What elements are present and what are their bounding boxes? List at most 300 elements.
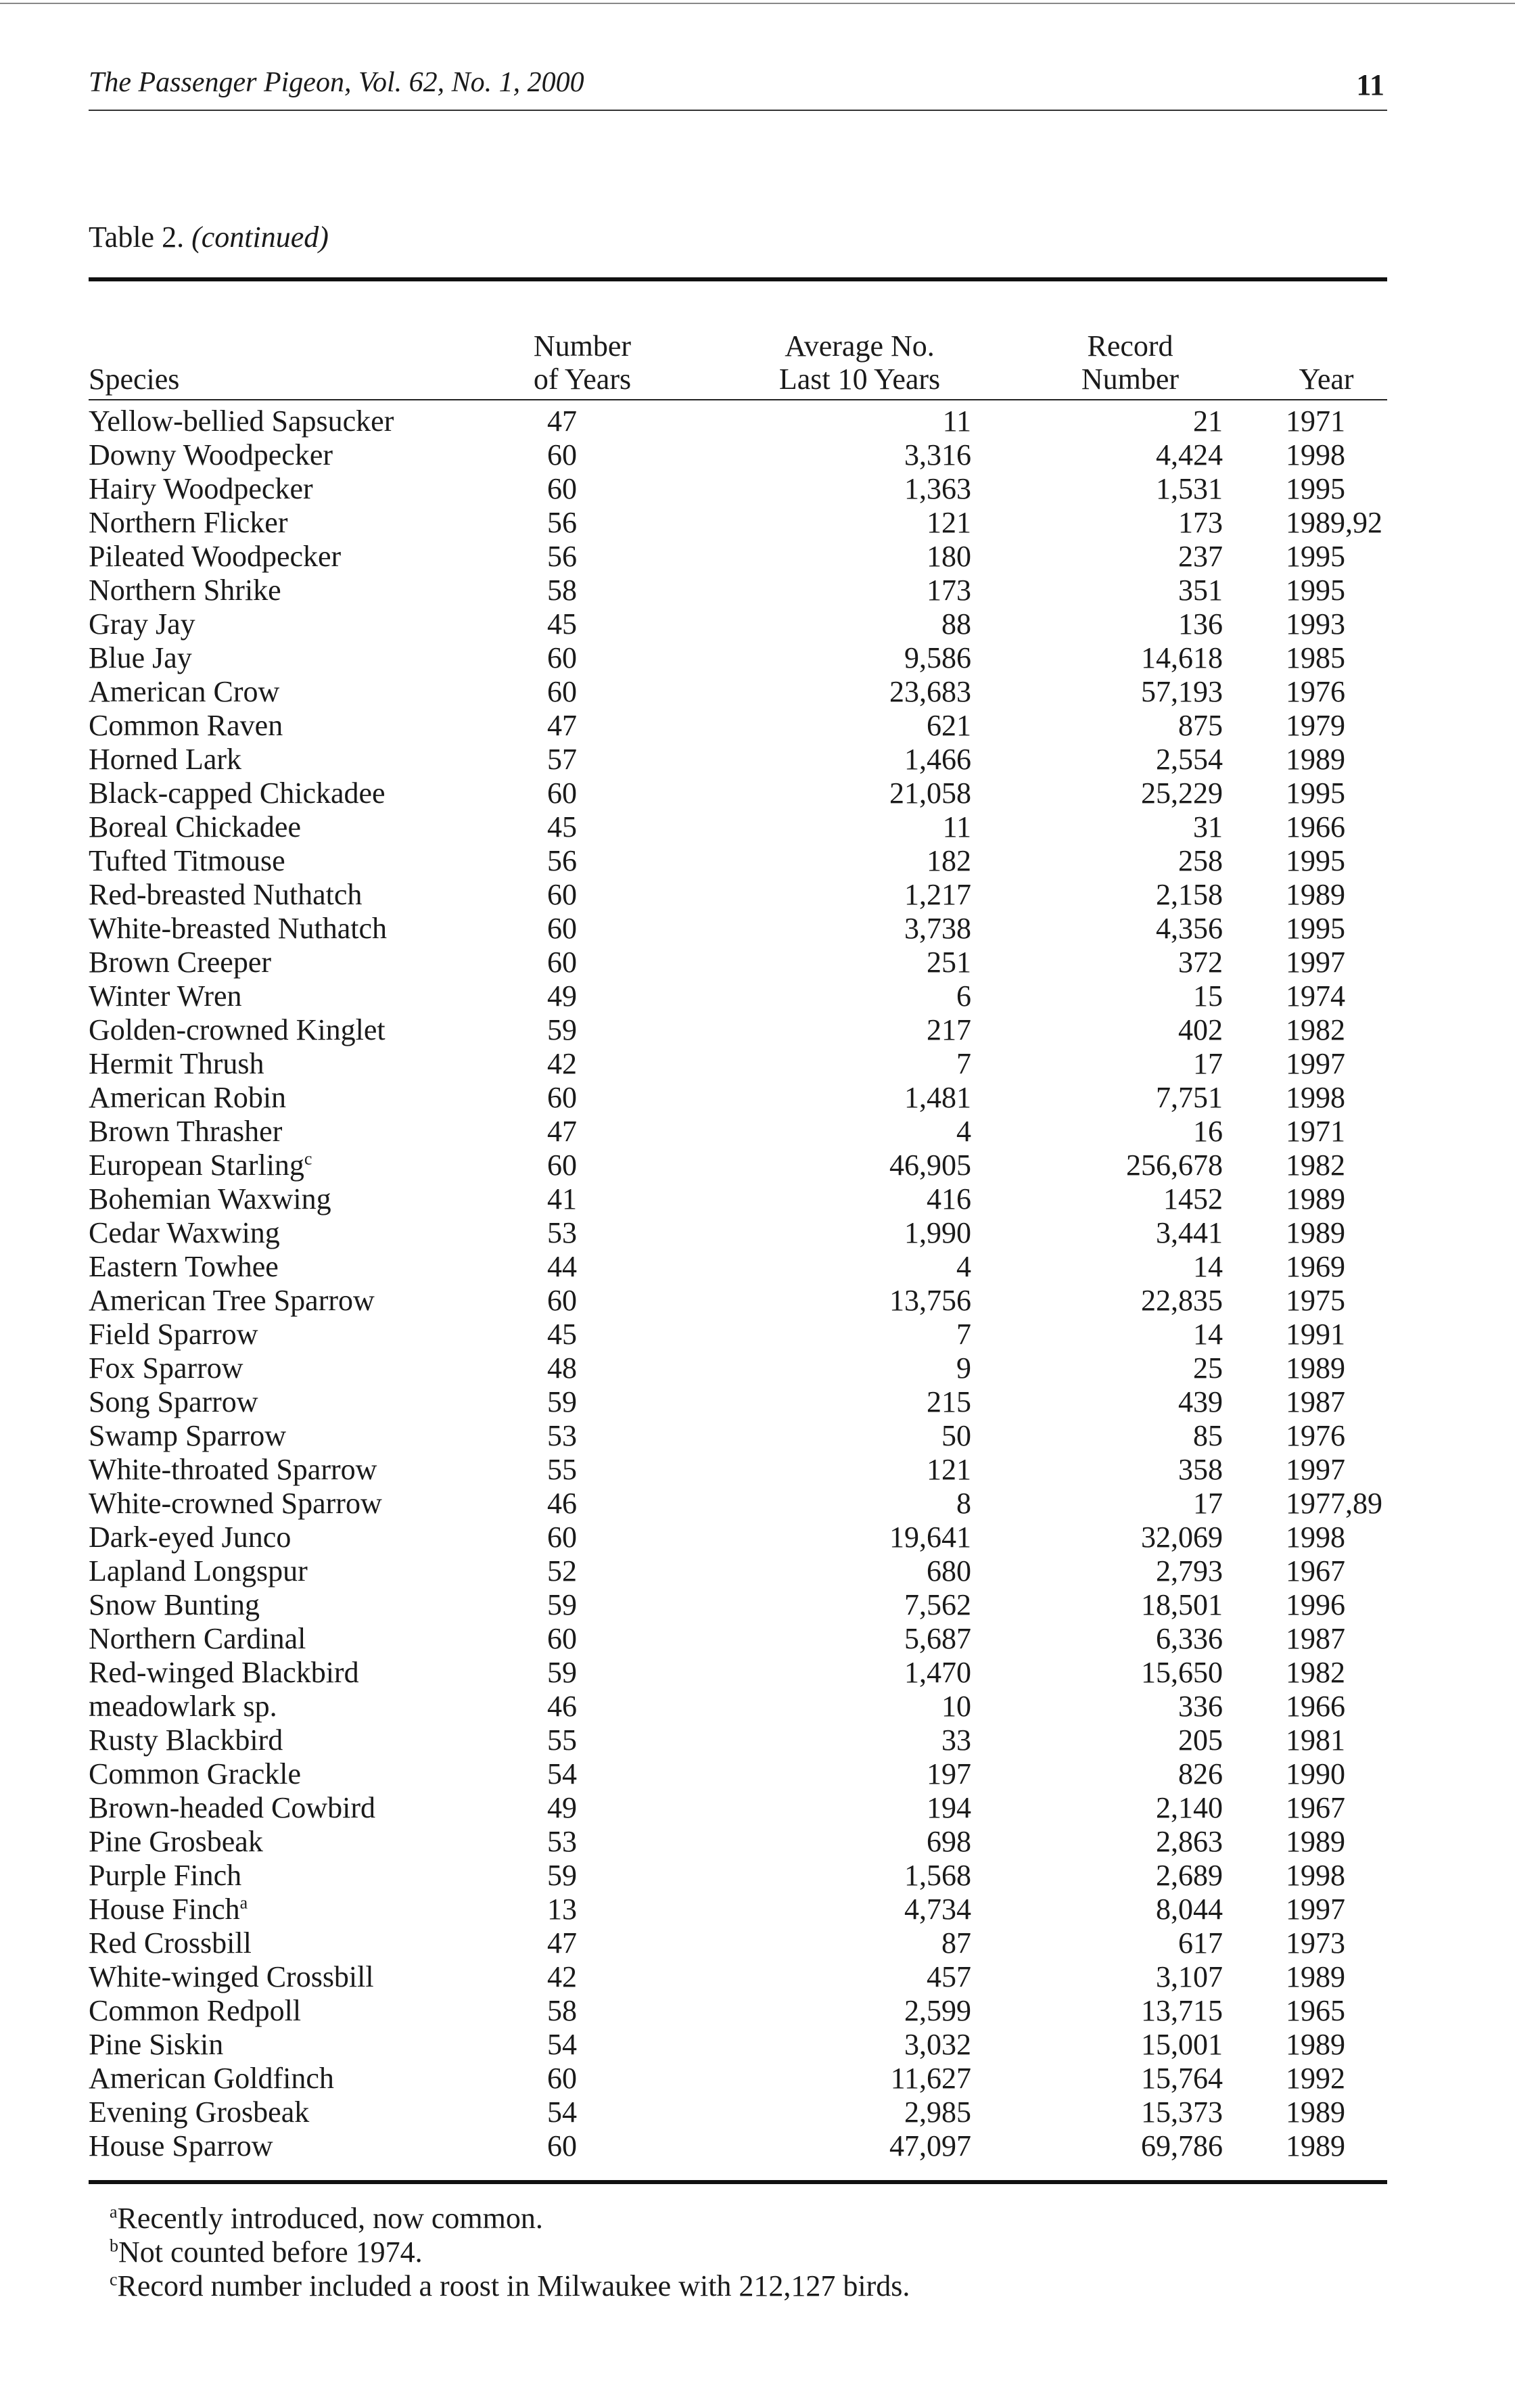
years-cell: 60 xyxy=(547,1081,577,1114)
years-cell: 60 xyxy=(547,2129,577,2162)
species-cell xyxy=(89,709,283,743)
species-name: Common Redpoll xyxy=(89,1994,302,2027)
species-name: Red Crossbill xyxy=(89,1926,252,1960)
record-cell: 15,764 xyxy=(1141,2062,1223,2095)
year-cell: 1997 xyxy=(1286,946,1345,979)
record-cell: 256,678 xyxy=(1126,1149,1223,1182)
species-cell xyxy=(89,1554,308,1588)
footnote-mark: a xyxy=(110,2202,118,2222)
avg-cell: 87 xyxy=(941,1926,971,1960)
species-cell xyxy=(89,743,241,777)
header-average-line2: Last 10 Years xyxy=(778,363,941,396)
record-cell: 4,424 xyxy=(1156,438,1223,471)
year-cell: 1996 xyxy=(1286,1588,1345,1621)
species-name: Rusty Blackbird xyxy=(89,1723,283,1757)
species-cell xyxy=(89,1825,263,1859)
table-row xyxy=(89,1791,1387,1825)
species-cell xyxy=(89,1318,258,1351)
table-row xyxy=(89,1453,1387,1487)
year-cell: 1967 xyxy=(1286,1554,1345,1588)
species-cell xyxy=(89,1656,359,1690)
species-cell xyxy=(89,1487,382,1521)
years-cell: 47 xyxy=(547,709,577,742)
species-name: White-winged Crossbill xyxy=(89,1960,374,1993)
table-row xyxy=(89,1521,1387,1554)
avg-cell: 10 xyxy=(941,1690,971,1723)
table-row xyxy=(89,1419,1387,1453)
species-cell xyxy=(89,574,281,607)
species-name: Fox Sparrow xyxy=(89,1351,243,1385)
years-cell: 46 xyxy=(547,1487,577,1520)
years-cell: 60 xyxy=(547,1284,577,1317)
years-cell: 59 xyxy=(547,1588,577,1621)
year-cell: 1989 xyxy=(1286,2129,1345,2162)
record-cell: 4,356 xyxy=(1156,912,1223,945)
avg-cell: 47,097 xyxy=(889,2129,971,2162)
species-name: Field Sparrow xyxy=(89,1318,258,1351)
table-row xyxy=(89,1115,1387,1149)
year-cell: 1995 xyxy=(1286,540,1345,573)
record-cell: 22,835 xyxy=(1141,1284,1223,1317)
years-cell: 60 xyxy=(547,1149,577,1182)
year-cell: 1974 xyxy=(1286,979,1345,1013)
years-cell: 60 xyxy=(547,2062,577,2095)
year-cell: 1989 xyxy=(1286,2096,1345,2129)
species-name: Horned Lark xyxy=(89,743,242,776)
avg-cell: 251 xyxy=(927,946,971,979)
avg-cell: 1,466 xyxy=(904,743,971,776)
year-cell: 1991 xyxy=(1286,1318,1345,1351)
avg-cell: 33 xyxy=(941,1723,971,1757)
year-cell: 1981 xyxy=(1286,1723,1345,1757)
species-name: House Sparrow xyxy=(89,2129,273,2162)
record-cell: 15,373 xyxy=(1141,2096,1223,2129)
year-cell: 1973 xyxy=(1286,1926,1345,1960)
year-cell: 1989 xyxy=(1286,1825,1345,1858)
header-number-of-years-line2: of Years xyxy=(533,363,632,396)
record-cell: 358 xyxy=(1178,1453,1223,1486)
year-cell: 1971 xyxy=(1286,1115,1345,1148)
species-name: Pileated Woodpecker xyxy=(89,540,342,573)
year-cell: 1966 xyxy=(1286,810,1345,843)
species-cell xyxy=(89,641,192,675)
year-cell: 1982 xyxy=(1286,1013,1345,1046)
species-name: Gray Jay xyxy=(89,607,195,641)
species-name: Northern Cardinal xyxy=(89,1622,306,1655)
table-header xyxy=(89,321,1387,396)
header-record-line2: Number xyxy=(1081,363,1180,396)
species-name: White-crowned Sparrow xyxy=(89,1487,382,1520)
record-cell: 13,715 xyxy=(1141,1994,1223,2027)
record-cell: 15,001 xyxy=(1141,2028,1223,2061)
avg-cell: 7 xyxy=(956,1318,971,1351)
table-row xyxy=(89,1554,1387,1588)
table-row xyxy=(89,1859,1387,1893)
avg-cell: 13,756 xyxy=(889,1284,971,1317)
table-row xyxy=(89,844,1387,878)
record-cell: 2,140 xyxy=(1156,1791,1223,1824)
species-name: Lapland Longspur xyxy=(89,1554,308,1588)
table-row xyxy=(89,607,1387,641)
species-cell xyxy=(89,2028,223,2062)
header-number-of-years xyxy=(488,329,677,396)
table-row xyxy=(89,540,1387,574)
species-name: meadowlark sp. xyxy=(89,1690,277,1723)
species-name: American Crow xyxy=(89,675,280,708)
species-cell xyxy=(89,946,271,979)
species-cell xyxy=(89,1859,241,1893)
year-cell: 1989 xyxy=(1286,743,1345,776)
footnote-mark: c xyxy=(110,2269,118,2290)
avg-cell: 698 xyxy=(927,1825,971,1858)
table-header-rule xyxy=(89,399,1387,400)
year-cell: 1998 xyxy=(1286,1521,1345,1554)
species-name: Winter Wren xyxy=(89,979,242,1013)
species-name: American Tree Sparrow xyxy=(89,1284,375,1317)
year-cell: 1971 xyxy=(1286,404,1345,438)
avg-cell: 457 xyxy=(927,1960,971,1993)
species-cell xyxy=(89,404,394,438)
record-cell: 6,336 xyxy=(1156,1622,1223,1655)
species-cell xyxy=(89,912,387,946)
year-cell: 1982 xyxy=(1286,1656,1345,1689)
species-cell xyxy=(89,1521,291,1554)
avg-cell: 50 xyxy=(941,1419,971,1452)
year-cell: 1976 xyxy=(1286,675,1345,708)
years-cell: 59 xyxy=(547,1656,577,1689)
species-cell xyxy=(89,1047,264,1081)
species-name: Pine Grosbeak xyxy=(89,1825,263,1858)
journal-title: The Passenger Pigeon, Vol. 62, No. 1, 2000 xyxy=(89,67,584,98)
table-row xyxy=(89,1723,1387,1757)
avg-cell: 3,738 xyxy=(904,912,971,945)
species-name: Red-breasted Nuthatch xyxy=(89,878,363,911)
years-cell: 56 xyxy=(547,540,577,573)
table-row xyxy=(89,1487,1387,1521)
species-name: Hairy Woodpecker xyxy=(89,472,313,505)
avg-cell: 3,316 xyxy=(904,438,971,471)
years-cell: 49 xyxy=(547,979,577,1013)
species-name: Northern Flicker xyxy=(89,506,288,539)
year-cell: 1989 xyxy=(1286,2028,1345,2061)
years-cell: 60 xyxy=(547,878,577,911)
avg-cell: 121 xyxy=(927,506,971,539)
avg-cell: 11 xyxy=(942,404,971,438)
years-cell: 59 xyxy=(547,1859,577,1892)
avg-cell: 680 xyxy=(927,1554,971,1588)
years-cell: 45 xyxy=(547,810,577,843)
record-cell: 826 xyxy=(1178,1757,1223,1790)
species-name: Common Grackle xyxy=(89,1757,302,1790)
table-caption-note: (continued) xyxy=(191,221,329,254)
avg-cell: 2,599 xyxy=(904,1994,971,2027)
species-cell xyxy=(89,1453,377,1487)
table-row xyxy=(89,1013,1387,1047)
species-name: Swamp Sparrow xyxy=(89,1419,287,1452)
years-cell: 60 xyxy=(547,641,577,674)
species-cell xyxy=(89,675,279,709)
years-cell: 13 xyxy=(547,1893,577,1926)
record-cell: 258 xyxy=(1178,844,1223,877)
table-row xyxy=(89,506,1387,540)
year-cell: 1995 xyxy=(1286,912,1345,945)
species-cell xyxy=(89,1926,252,1960)
record-cell: 8,044 xyxy=(1156,1893,1223,1926)
species-name: Brown-headed Cowbird xyxy=(89,1791,376,1824)
record-cell: 136 xyxy=(1178,607,1223,641)
avg-cell: 1,217 xyxy=(904,878,971,911)
avg-cell: 88 xyxy=(941,607,971,641)
species-name: American Robin xyxy=(89,1081,287,1114)
species-cell xyxy=(89,1013,386,1047)
species-name: Brown Thrasher xyxy=(89,1115,283,1148)
avg-cell: 19,641 xyxy=(889,1521,971,1554)
years-cell: 59 xyxy=(547,1013,577,1046)
footnote-marker: a xyxy=(239,1893,248,1913)
table-row xyxy=(89,946,1387,979)
record-cell: 1,531 xyxy=(1156,472,1223,505)
years-cell: 60 xyxy=(547,472,577,505)
years-cell: 60 xyxy=(547,438,577,471)
years-cell: 54 xyxy=(547,2028,577,2061)
species-name: Black-capped Chickadee xyxy=(89,777,386,810)
avg-cell: 194 xyxy=(927,1791,971,1824)
years-cell: 55 xyxy=(547,1723,577,1757)
species-name: Pine Siskin xyxy=(89,2028,224,2061)
years-cell: 45 xyxy=(547,1318,577,1351)
species-name: Blue Jay xyxy=(89,641,192,674)
species-name: Purple Finch xyxy=(89,1859,242,1892)
record-cell: 205 xyxy=(1178,1723,1223,1757)
table-row xyxy=(89,1656,1387,1690)
species-name: Tufted Titmouse xyxy=(89,844,285,877)
species-name: Dark-eyed Junco xyxy=(89,1521,292,1554)
table-body xyxy=(89,404,1387,2163)
years-cell: 59 xyxy=(547,1385,577,1418)
years-cell: 60 xyxy=(547,675,577,708)
record-cell: 336 xyxy=(1178,1690,1223,1723)
record-cell: 7,751 xyxy=(1156,1081,1223,1114)
table-bottom-rule xyxy=(89,2180,1387,2184)
years-cell: 52 xyxy=(547,1554,577,1588)
table-row xyxy=(89,404,1387,438)
species-name: Northern Shrike xyxy=(89,574,281,607)
record-cell: 3,107 xyxy=(1156,1960,1223,1993)
avg-cell: 3,032 xyxy=(904,2028,971,2061)
years-cell: 53 xyxy=(547,1825,577,1858)
species-cell xyxy=(89,1182,331,1216)
avg-cell: 180 xyxy=(927,540,971,573)
record-cell: 17 xyxy=(1193,1047,1223,1080)
header-species: Species xyxy=(89,363,180,396)
years-cell: 54 xyxy=(547,1757,577,1790)
year-cell: 1965 xyxy=(1286,1994,1345,2027)
table-row xyxy=(89,1825,1387,1859)
header-year: Year xyxy=(1299,363,1354,396)
running-head xyxy=(89,66,1387,111)
avg-cell: 416 xyxy=(927,1182,971,1215)
record-cell: 2,158 xyxy=(1156,878,1223,911)
table-row xyxy=(89,1893,1387,1926)
year-cell: 1966 xyxy=(1286,1690,1345,1723)
record-cell: 18,501 xyxy=(1141,1588,1223,1621)
years-cell: 42 xyxy=(547,1047,577,1080)
table-row xyxy=(89,1960,1387,1994)
record-cell: 17 xyxy=(1193,1487,1223,1520)
year-cell: 1989,92 xyxy=(1286,506,1382,539)
record-cell: 31 xyxy=(1193,810,1223,843)
table-row xyxy=(89,2062,1387,2096)
years-cell: 42 xyxy=(547,1960,577,1993)
species-name: Eastern Towhee xyxy=(89,1250,279,1283)
avg-cell: 9,586 xyxy=(904,641,971,674)
avg-cell: 4 xyxy=(956,1250,971,1283)
page-number: 11 xyxy=(1356,68,1384,101)
species-cell xyxy=(89,1723,283,1757)
record-cell: 2,689 xyxy=(1156,1859,1223,1892)
table-row xyxy=(89,1757,1387,1791)
table-row xyxy=(89,979,1387,1013)
species-cell xyxy=(89,1690,277,1723)
species-cell xyxy=(89,472,313,506)
year-cell: 1990 xyxy=(1286,1757,1345,1790)
avg-cell: 4 xyxy=(956,1115,971,1148)
footnotes xyxy=(110,2202,910,2303)
table-row xyxy=(89,1318,1387,1351)
avg-cell: 1,481 xyxy=(904,1081,971,1114)
year-cell: 1985 xyxy=(1286,641,1345,674)
table-row xyxy=(89,574,1387,607)
species-cell xyxy=(89,1149,312,1182)
species-name: American Goldfinch xyxy=(89,2062,334,2095)
year-cell: 1987 xyxy=(1286,1622,1345,1655)
table-row xyxy=(89,777,1387,810)
species-name: Bohemian Waxwing xyxy=(89,1182,331,1215)
years-cell: 60 xyxy=(547,946,577,979)
years-cell: 55 xyxy=(547,1453,577,1486)
footnote-mark: b xyxy=(110,2236,118,2256)
avg-cell: 621 xyxy=(927,709,971,742)
year-cell: 1982 xyxy=(1286,1149,1345,1182)
table-row xyxy=(89,1216,1387,1250)
year-cell: 1967 xyxy=(1286,1791,1345,1824)
years-cell: 60 xyxy=(547,912,577,945)
record-cell: 57,193 xyxy=(1141,675,1223,708)
years-cell: 56 xyxy=(547,844,577,877)
species-cell xyxy=(89,1791,375,1825)
avg-cell: 21,058 xyxy=(889,777,971,810)
species-cell xyxy=(89,1622,306,1656)
years-cell: 53 xyxy=(547,1419,577,1452)
years-cell: 47 xyxy=(547,404,577,438)
table-row xyxy=(89,1250,1387,1284)
record-cell: 237 xyxy=(1178,540,1223,573)
year-cell: 1975 xyxy=(1286,1284,1345,1317)
table-label: Table 2. xyxy=(89,221,185,254)
record-cell: 85 xyxy=(1193,1419,1223,1452)
years-cell: 60 xyxy=(547,777,577,810)
avg-cell: 7,562 xyxy=(904,1588,971,1621)
years-cell: 53 xyxy=(547,1216,577,1249)
header-number-of-years-line1: Number xyxy=(533,329,632,363)
avg-cell: 9 xyxy=(956,1351,971,1385)
species-cell xyxy=(89,1385,258,1419)
species-cell xyxy=(89,1419,286,1453)
species-cell xyxy=(89,1960,374,1994)
record-cell: 25 xyxy=(1193,1351,1223,1385)
avg-cell: 1,568 xyxy=(904,1859,971,1892)
species-cell xyxy=(89,1351,243,1385)
table-row xyxy=(89,1994,1387,2028)
table-row xyxy=(89,1284,1387,1318)
years-cell: 58 xyxy=(547,574,577,607)
species-cell xyxy=(89,438,333,472)
footnote xyxy=(110,2269,910,2303)
table-row xyxy=(89,1385,1387,1419)
footnote-marker: c xyxy=(304,1149,312,1169)
record-cell: 2,793 xyxy=(1156,1554,1223,1588)
avg-cell: 1,363 xyxy=(904,472,971,505)
table-row xyxy=(89,2096,1387,2129)
record-cell: 173 xyxy=(1178,506,1223,539)
record-cell: 69,786 xyxy=(1141,2129,1223,2162)
species-name: White-breasted Nuthatch xyxy=(89,912,388,945)
table-row xyxy=(89,1182,1387,1216)
species-name: Cedar Waxwing xyxy=(89,1216,280,1249)
table-row xyxy=(89,709,1387,743)
record-cell: 32,069 xyxy=(1141,1521,1223,1554)
table-top-rule xyxy=(89,277,1387,281)
year-cell: 1995 xyxy=(1286,574,1345,607)
species-name: White-throated Sparrow xyxy=(89,1453,377,1486)
table-row xyxy=(89,1690,1387,1723)
species-name: House Finch xyxy=(89,1893,240,1926)
table-row xyxy=(89,1351,1387,1385)
year-cell: 1989 xyxy=(1286,878,1345,911)
year-cell: 1993 xyxy=(1286,607,1345,641)
years-cell: 56 xyxy=(547,506,577,539)
avg-cell: 46,905 xyxy=(889,1149,971,1182)
year-cell: 1989 xyxy=(1286,1351,1345,1385)
record-cell: 2,554 xyxy=(1156,743,1223,776)
year-cell: 1997 xyxy=(1286,1893,1345,1926)
record-cell: 351 xyxy=(1178,574,1223,607)
species-name: Evening Grosbeak xyxy=(89,2096,310,2129)
species-name: Brown Creeper xyxy=(89,946,272,979)
avg-cell: 1,990 xyxy=(904,1216,971,1249)
year-cell: 1979 xyxy=(1286,709,1345,742)
avg-cell: 23,683 xyxy=(889,675,971,708)
species-cell xyxy=(89,2062,334,2096)
record-cell: 16 xyxy=(1193,1115,1223,1148)
years-cell: 60 xyxy=(547,1622,577,1655)
years-cell: 45 xyxy=(547,607,577,641)
record-cell: 875 xyxy=(1178,709,1223,742)
species-name: Snow Bunting xyxy=(89,1588,260,1621)
header-record-line1: Record xyxy=(1087,329,1173,363)
avg-cell: 7 xyxy=(956,1047,971,1080)
species-cell xyxy=(89,1284,375,1318)
table-caption xyxy=(89,220,329,254)
years-cell: 54 xyxy=(547,2096,577,2129)
year-cell: 1998 xyxy=(1286,438,1345,471)
record-cell: 15,650 xyxy=(1141,1656,1223,1689)
year-cell: 1995 xyxy=(1286,472,1345,505)
footnote-text: Not counted before 1974. xyxy=(118,2236,423,2269)
avg-cell: 197 xyxy=(927,1757,971,1790)
species-cell xyxy=(89,777,386,810)
years-cell: 46 xyxy=(547,1690,577,1723)
